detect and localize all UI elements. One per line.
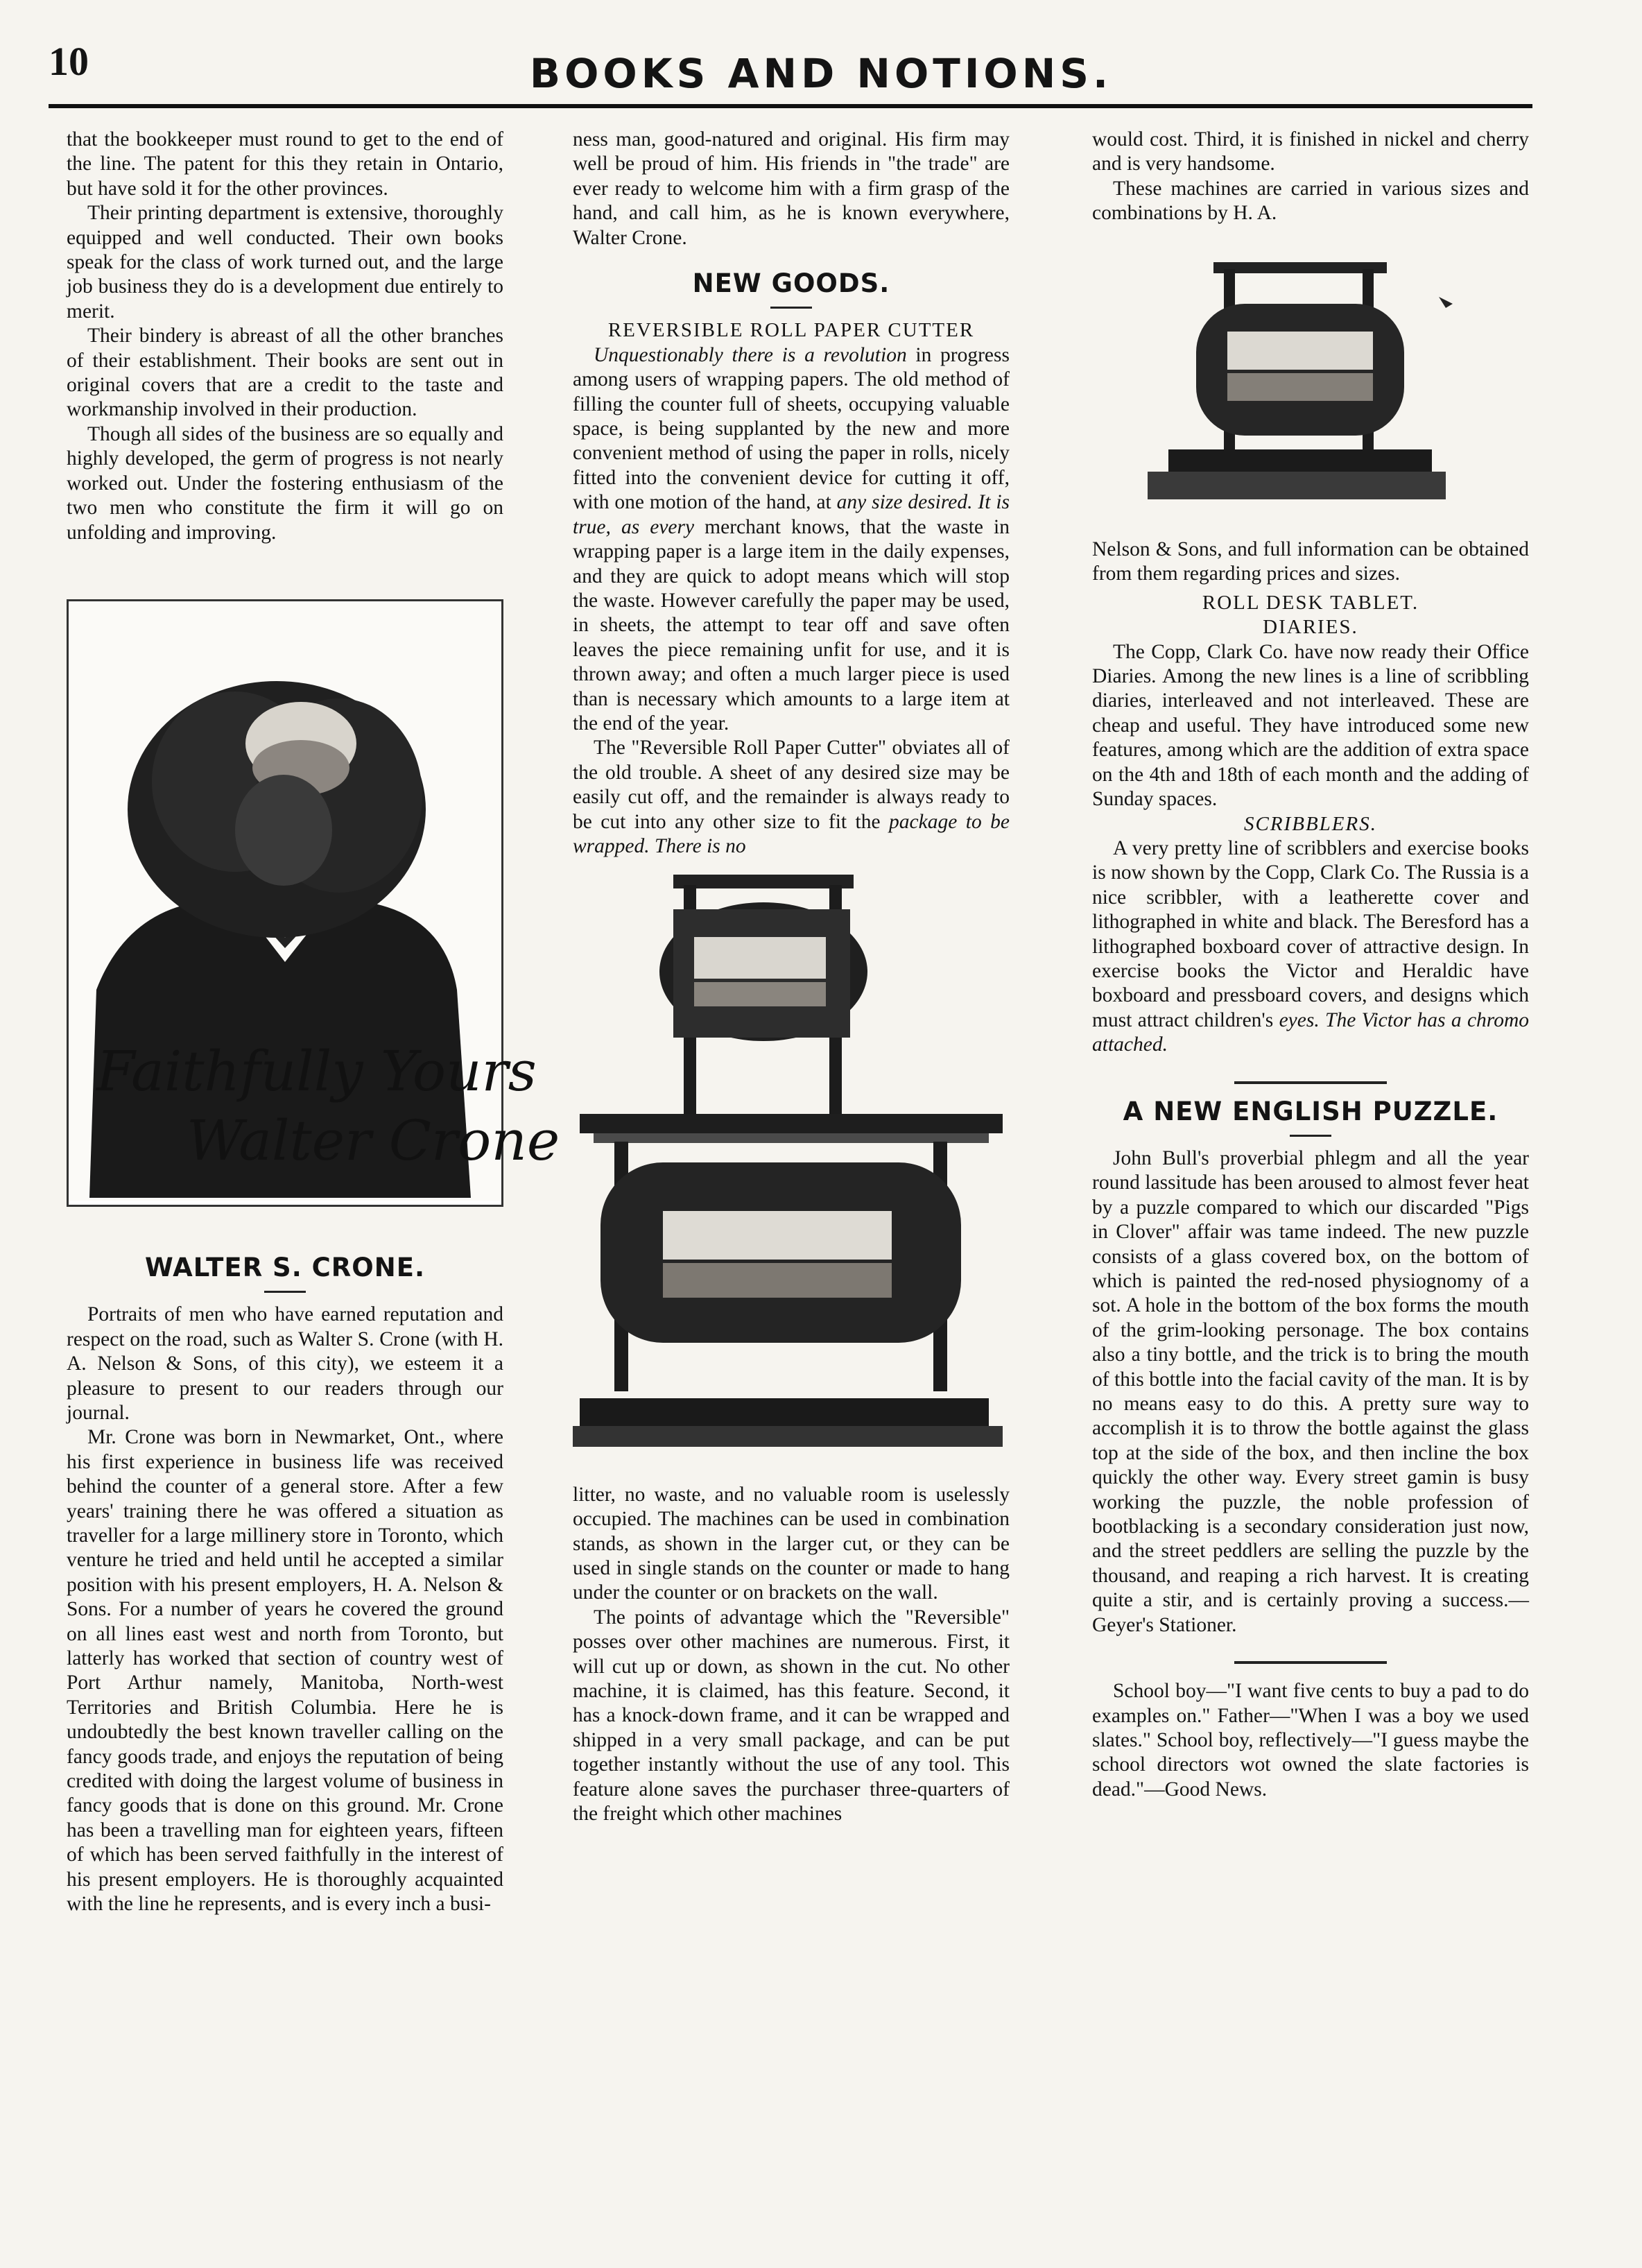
paragraph: Nelson & Sons, and full information can be obtained from them regarding prices and sizes. bbox=[1092, 538, 1529, 585]
text: in progress among users of wrapping papers. The old method of filling the counter full of sheets, occupying valuable space, is being supplanted by the new and more convenient method of using the paper in rolls, nicely fitted into the convenient device for cutting it off, with one motion of the hand, at bbox=[573, 343, 1010, 514]
paragraph: litter, no waste, and no valuable room is uselessly occupied. The machines can be used in combination stands, as shown in the larger cut, or they can be used in single stands on the counter or made to hang under the counter or on brackets on the wall. bbox=[573, 1483, 1010, 1604]
single-roll-cutter-illustration bbox=[1092, 241, 1529, 519]
paper-cutter-combination-figure bbox=[573, 871, 1010, 1467]
section-heading: NEW GOODS. bbox=[692, 268, 890, 299]
paragraph bbox=[1092, 836, 1529, 1058]
subheading: DIARIES. bbox=[1263, 616, 1358, 639]
signature-line-1: Faithfully Yours bbox=[96, 1038, 537, 1103]
double-roll-cutter-illustration bbox=[573, 871, 1010, 1461]
text: merchant knows, that the waste in wrapping paper is a large item in the daily expenses, and they are quick to adopt means which will stop the waste. However carefully the paper may be used, in sheets, the attempt to tear off and save often leaves the piece remaining unfit for use, and it is thrown away; and often a much larger piece is used than is necessary which amounts to a large item at the end of the year. bbox=[573, 515, 1010, 734]
paragraph: The points of advantage which the "Reversible" posses over other machines are numerous. First, it will cut up or down, as shown in the cut. No other machine, it is claimed, has this feature. Second, it has a knock-down frame, and it can be wrapped and shipped in a very small package, and can be put together instantly without the use of any tool. This feature alone saves the purchaser three-quarters of the freight which other machines bbox=[573, 1606, 1010, 1825]
italic-text: any size desired. It is true, as every bbox=[573, 491, 1010, 538]
paper-cutter-single-figure bbox=[1092, 241, 1529, 525]
paragraph: John Bull's proverbial phlegm and all the year round lassitude has been aroused to almost fever heat by a puzzle compared to which our discarded "Pigs in Clover" affair was tame indeed. The new puzzle consists of a glass covered box, on the bottom of which is painted the red-nosed physiognomy of a sot. A hole in the bottom of the box forms the mouth of the grim-looking personage. The box contains also a tiny bottle, and the trick is to bring the mouth of this bottle into the facial cavity of the man. It is by no means easy to do this. A pretty sure way to accomplish it is to throw the bottle against the glass top at the side of the box, and then incline the box quickly the other way. Every street gamin is busy working the puzzle, the noble profession of bootblacking is a secondary consideration just now, and the street peddlers are selling the puzzle by the thousand, and reaping a rich harvest. It is creating quite a stir, and is certainly proving a success.—Geyer's Stationer. bbox=[1092, 1146, 1529, 1636]
running-title: BOOKS AND NOTIONS. bbox=[529, 50, 1113, 97]
column-2 bbox=[573, 128, 1010, 1826]
article-heading: A NEW ENGLISH PUZZLE. bbox=[1123, 1096, 1498, 1126]
italic-text: package to be wrapped. There is no bbox=[573, 810, 1010, 857]
italic-text: eyes. The Victor has a chromo attached. bbox=[1092, 1008, 1529, 1056]
paragraph: that the bookkeeper must round to get to the end of the line. The patent for this they retain in Ontario, but have sold it for the other provinces. bbox=[67, 128, 503, 200]
signature-line-2: Walter Crone bbox=[187, 1108, 560, 1173]
italic-text: Unquestionably there is a revolution bbox=[594, 343, 907, 366]
paragraph: Their printing department is extensive, thoroughly equipped and well conducted. Their own books speak for the class of work turned out, and the large job business they do is a development due entirely to merit. bbox=[67, 202, 503, 323]
divider bbox=[1234, 1661, 1387, 1664]
portrait-illustration bbox=[69, 601, 560, 1201]
subheading: SCRIBBLERS. bbox=[1244, 812, 1377, 835]
header-rule bbox=[49, 104, 1532, 108]
portrait-photo bbox=[67, 599, 560, 1207]
paragraph: Though all sides of the business are so equally and highly developed, the germ of progress is not nearly worked out. Under the fostering enthusiasm of the two men who constitute the firm it will go on unfolding and improving. bbox=[67, 422, 503, 544]
paragraph: These machines are carried in various sizes and combinations by H. A. bbox=[1092, 177, 1529, 225]
page-number: 10 bbox=[49, 39, 89, 84]
paragraph bbox=[573, 736, 1010, 859]
divider bbox=[770, 307, 812, 309]
column-1 bbox=[67, 128, 560, 1916]
paragraph: Their bindery is abreast of all the other branches of their establishment. Their books are sent out in original covers that are a credit to the taste and workmanship involved in their production. bbox=[67, 325, 503, 421]
column-3 bbox=[1092, 128, 1529, 1802]
paragraph bbox=[573, 343, 1010, 737]
divider bbox=[1290, 1135, 1331, 1137]
subheading: REVERSIBLE ROLL PAPER CUTTER bbox=[607, 319, 975, 342]
subheading: ROLL DESK TABLET. bbox=[1202, 591, 1419, 614]
text: A very pretty line of scribblers and exercise books is now shown by the Copp, Clark Co. The Russia is a nice scribbler, with a leatherette cover and lithographed in white and black. The Beresford has a lithographed boxboard cover of attractive design. In exercise books the Victor and Heraldic have boxboard and pressboard covers, and designs which must attract children's bbox=[1092, 836, 1529, 1031]
paragraph: ness man, good-natured and original. His firm may well be proud of him. His friends in "the trade" are ever ready to welcome him with a firm grasp of the hand, and call him, as he is known everywhere, Walter Crone. bbox=[573, 128, 1010, 249]
paragraph: The Copp, Clark Co. have now ready their Office Diaries. Among the new lines is a line of scribbling diaries, interleaved and not interleaved. These are cheap and useful. They have introduced some new features, among which are the addition of extra space on the 4th and 18th of each month and the adding of Sunday spaces. bbox=[1092, 640, 1529, 811]
divider bbox=[264, 1291, 306, 1293]
text: The "Reversible Roll Paper Cutter" obviates all of the old trouble. A sheet of any desired size may be easily cut off, and the remainder is always ready to be cut into any other size to fit the bbox=[573, 737, 1010, 833]
divider bbox=[1234, 1081, 1387, 1084]
paragraph: Portraits of men who have earned reputation and respect on the road, such as Walter S. Crone (with H. A. Nelson & Sons, of this city), we esteem it a pleasure to present to our readers through our journal. bbox=[67, 1303, 503, 1424]
paragraph: Mr. Crone was born in Newmarket, Ont., where his first experience in business life was received behind the counter of a general store. After a few years' training there he was offered a situation as traveller for a large millinery store in Toronto, which venture he tried and held until he accepted a similar position with his present employers, H. A. Nelson & Sons. For a number of years he covered the ground on all lines east west and north from Toronto, but latterly has worked that section of country west of Port Arthur namely, Manitoba, North-west Territories and British Columbia. Here he is undoubtedly the best known traveller calling on the fancy goods trade, and enjoys the reputation of being credited with doing the largest volume of business in fancy goods that is done on this ground. Mr. Crone has been a travelling man for eighteen years, fifteen of which has been served faithfully in the interest of his present employers. He is thoroughly acquainted with the line he represents, and is every inch a busi- bbox=[67, 1426, 503, 1916]
paragraph: would cost. Third, it is finished in nickel and cherry and is very handsome. bbox=[1092, 128, 1529, 175]
article-heading: WALTER S. CRONE. bbox=[144, 1252, 426, 1282]
paragraph: School boy—"I want five cents to buy a pad to do examples on." Father—"When I was a boy we used slates." School boy, reflectively—"I guess maybe the school directors wot owned the slate factories is dead."—Good News. bbox=[1092, 1680, 1529, 1801]
